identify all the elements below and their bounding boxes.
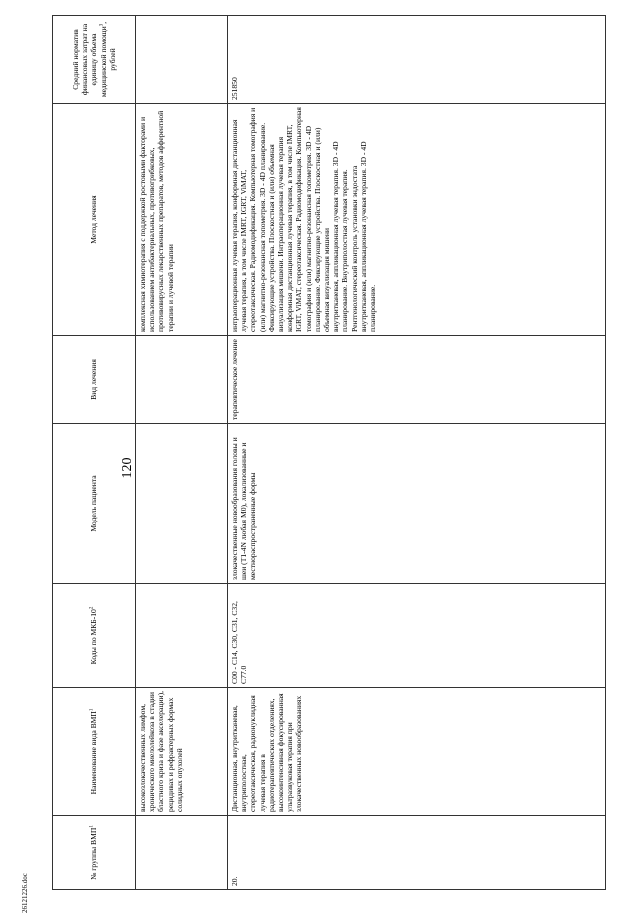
cell-treatment-method: интраоперационная лучевая терапия, конформная дистанционная лучевая терапия, в том числе IMRT, IGRT, ViMAT, стереотаксическая. Радиомодификация. Компьютерная томография и (или) магнитно-резонансная топометрия. 3D - 4D планирование. Фиксирующие устройства. Плоскостная и (или) объемная визуализация мишени. Интраоперационная лучевая терапия конформная дистанционная лучевая терапия, в том числе IMRT, IGRT, ViMAT, стереотаксическая. Радиомодификация. Компьютерная томография и (или) магнитно-резонансная топометрия. 3D - 4D планирование. Фиксирующие устройства. Плоскостная и (или) объемная визуализация мишени внутритканевая, аппликационная лучевая терапия. 3D - 4D планирование. Внутриполостная лучевая терапия. Рентгенологический контроль установки эндостата внутритканевая, аппликационная лучевая терапия. 3D - 4D планирование. <box>228 104 606 336</box>
cell-patient-model <box>136 424 228 584</box>
header-treatment-type: Вид лечения <box>53 336 136 424</box>
cell-treatment-type: терапевтическое лечение <box>228 336 606 424</box>
cell-average-cost: 251850 <box>228 16 606 104</box>
vmp-table-wrapper <box>52 16 602 890</box>
cell-group-number: 20. <box>228 816 606 890</box>
table-rotation-frame <box>52 16 602 890</box>
cell-treatment-method: комплексная химиотерапия с поддержкой ростовыми факторами и использованием антибактериальных, противогрибковых, противовирусных лекарственных препаратов, методов афферентной терапии и лучевой терапии <box>136 104 228 336</box>
header-average-cost: Средний норматив финансовых затрат на единицу объема медицинской помощи$^3$, рублей <box>53 16 136 104</box>
cell-group-number <box>136 816 228 890</box>
footer-doc-name: 26121226.doc <box>21 873 29 913</box>
table-header-row <box>53 16 136 890</box>
table-row <box>228 16 606 890</box>
header-icd-codes: Коды по МКБ-$10^2$ <box>53 584 136 688</box>
cell-icd-codes: C00 - C14, C30, C31, C32, C77.0 <box>228 584 606 688</box>
cell-vmp-name: Дистанционная, внутритканевая, внутриполостная, стереотаксическая, радионуклидная лучевая терапия в радиотерапевтических отделениях, высокоинтенсивная фокусированная ультразвуковая терапия при злокачественных новообразованиях <box>228 688 606 816</box>
header-patient-model: Модель пациента <box>53 424 136 584</box>
vmp-table <box>52 15 606 890</box>
cell-treatment-type <box>136 336 228 424</box>
cell-vmp-name: высокозлокачественных лимфом, хронического миелолейкоза в стадии бластного криза и фазе акселерации), рецидивах и рефрактерных формах солидных опухолей <box>136 688 228 816</box>
page-number: 120 <box>120 457 135 479</box>
header-vmp-name: Наименование вида ВМП$^1$ <box>53 688 136 816</box>
table-row <box>136 16 228 890</box>
header-treatment-method: Метод лечения <box>53 104 136 336</box>
cell-patient-model: злокачественные новообразования головы и шеи (T1-4N любая M0), локализованные и местнораспространенные формы <box>228 424 606 584</box>
header-group-number: № группы ВМП$^1$ <box>53 816 136 890</box>
cell-icd-codes <box>136 584 228 688</box>
cell-average-cost <box>136 16 228 104</box>
